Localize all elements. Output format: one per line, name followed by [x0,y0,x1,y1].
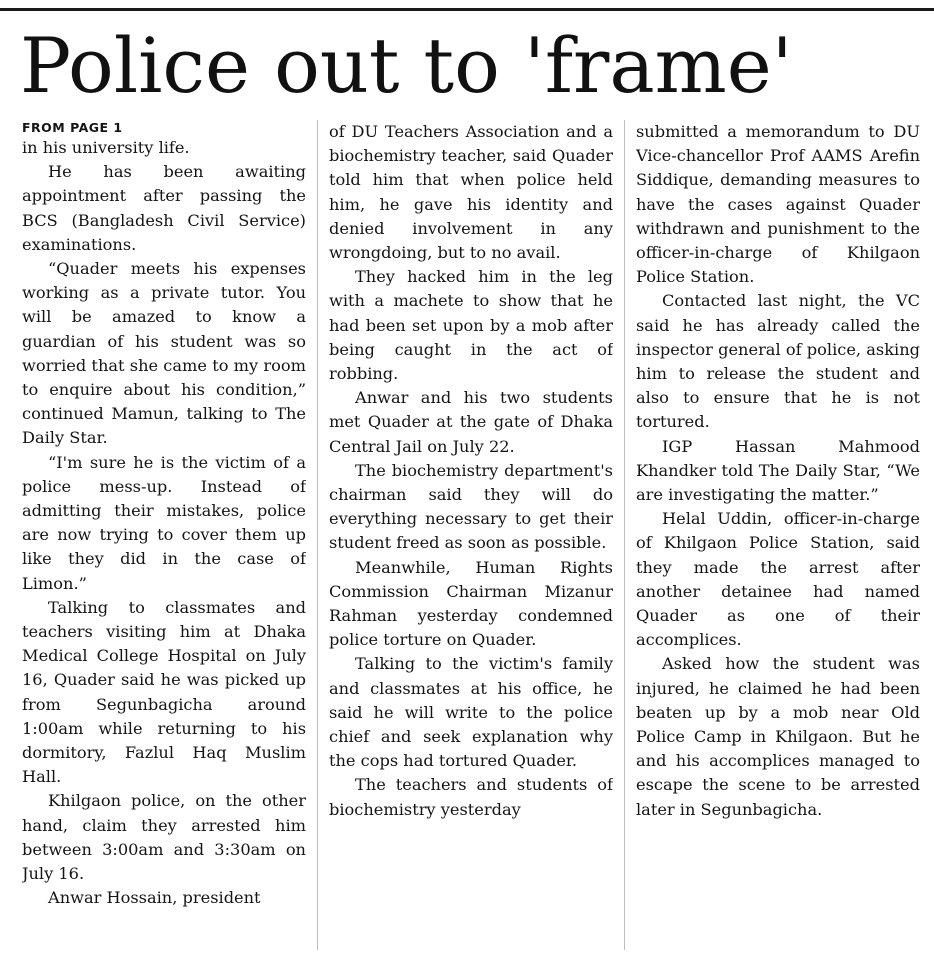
paragraph: The teachers and students of biochemistry yesterday [329,775,613,819]
paragraph: in his university life. [22,138,190,157]
article-columns [22,120,920,950]
from-page-kicker: FROM PAGE 1 [22,120,123,135]
paragraph: Contacted last night, the VC said he has already called the inspector general of police, asking him to release the student and also to ensure that he is not tortured. [636,291,920,432]
paragraph: submitted a memorandum to DU Vice-chancellor Prof AAMS Arefin Siddique, demanding measures to have the cases against Quader withdrawn and punishment to the officer-in-charge of Khilgaon Police Station. [636,122,920,287]
paragraph: Meanwhile, Human Rights Commission Chairman Mizanur Rahman yesterday condemned police torture on Quader. [329,557,613,650]
column-2 [329,120,613,950]
paragraph: Anwar and his two students met Quader at the gate of Dhaka Central Jail on July 22. [329,388,613,456]
paragraph: of DU Teachers Association and a biochemistry teacher, said Quader told him that when police held him, he gave his identity and denied involvement in any wrongdoing, but to no avail. [329,122,613,263]
paragraph: IGP Hassan Mahmood Khandker told The Daily Star, “We are investigating the matter.” [636,436,920,505]
top-rule [0,8,934,11]
paragraph: Talking to the victim's family and classmates at his office, he said he will write to the police chief and seek explanation why the cops had tortured Quader. [329,654,613,771]
paragraph: Khilgaon police, on the other hand, claim they arrested him between 3:00am and 3:30am on July 16. [22,791,306,884]
column-divider [624,120,625,950]
column-1 [22,120,306,950]
paragraph: “Quader meets his expenses working as a private tutor. You will be amazed to know a guardian of his student was so worried that she came to my room to enquire about his condition,” continued Mamun, talking to The Daily Star. [22,259,306,448]
column-divider [317,120,318,950]
paragraph: Talking to classmates and teachers visiting him at Dhaka Medical College Hospital on July 16, Quader said he was picked up from Segunbagicha around 1:00am while returning to his dormitory, Fazlul Haq Muslim Hall. [22,597,306,787]
paragraph: He has been awaiting appointment after passing the BCS (Bangladesh Civil Service) examinations. [22,162,306,254]
headline: Police out to 'frame' [20,21,793,110]
column-3 [636,120,920,950]
paragraph: Asked how the student was injured, he claimed he had been beaten up by a mob near Old Police Camp in Khilgaon. But he and his accomplices managed to escape the scene to be arrested later in Segunbagicha. [636,654,920,819]
paragraph: “I'm sure he is the victim of a police mess-up. Instead of admitting their mistakes, police are now trying to cover them up like they did in the case of Limon.” [22,452,306,593]
paragraph: They hacked him in the leg with a machete to show that he had been set upon by a mob after being caught in the act of robbing. [329,267,613,384]
paragraph: Helal Uddin, officer-in-charge of Khilgaon Police Station, said they made the arrest after another detainee had named Quader as one of their accomplices. [636,509,920,650]
paragraph: Anwar Hossain, president [48,888,261,908]
paragraph: The biochemistry department's chairman said they will do everything necessary to get their student freed as soon as possible. [329,460,613,553]
